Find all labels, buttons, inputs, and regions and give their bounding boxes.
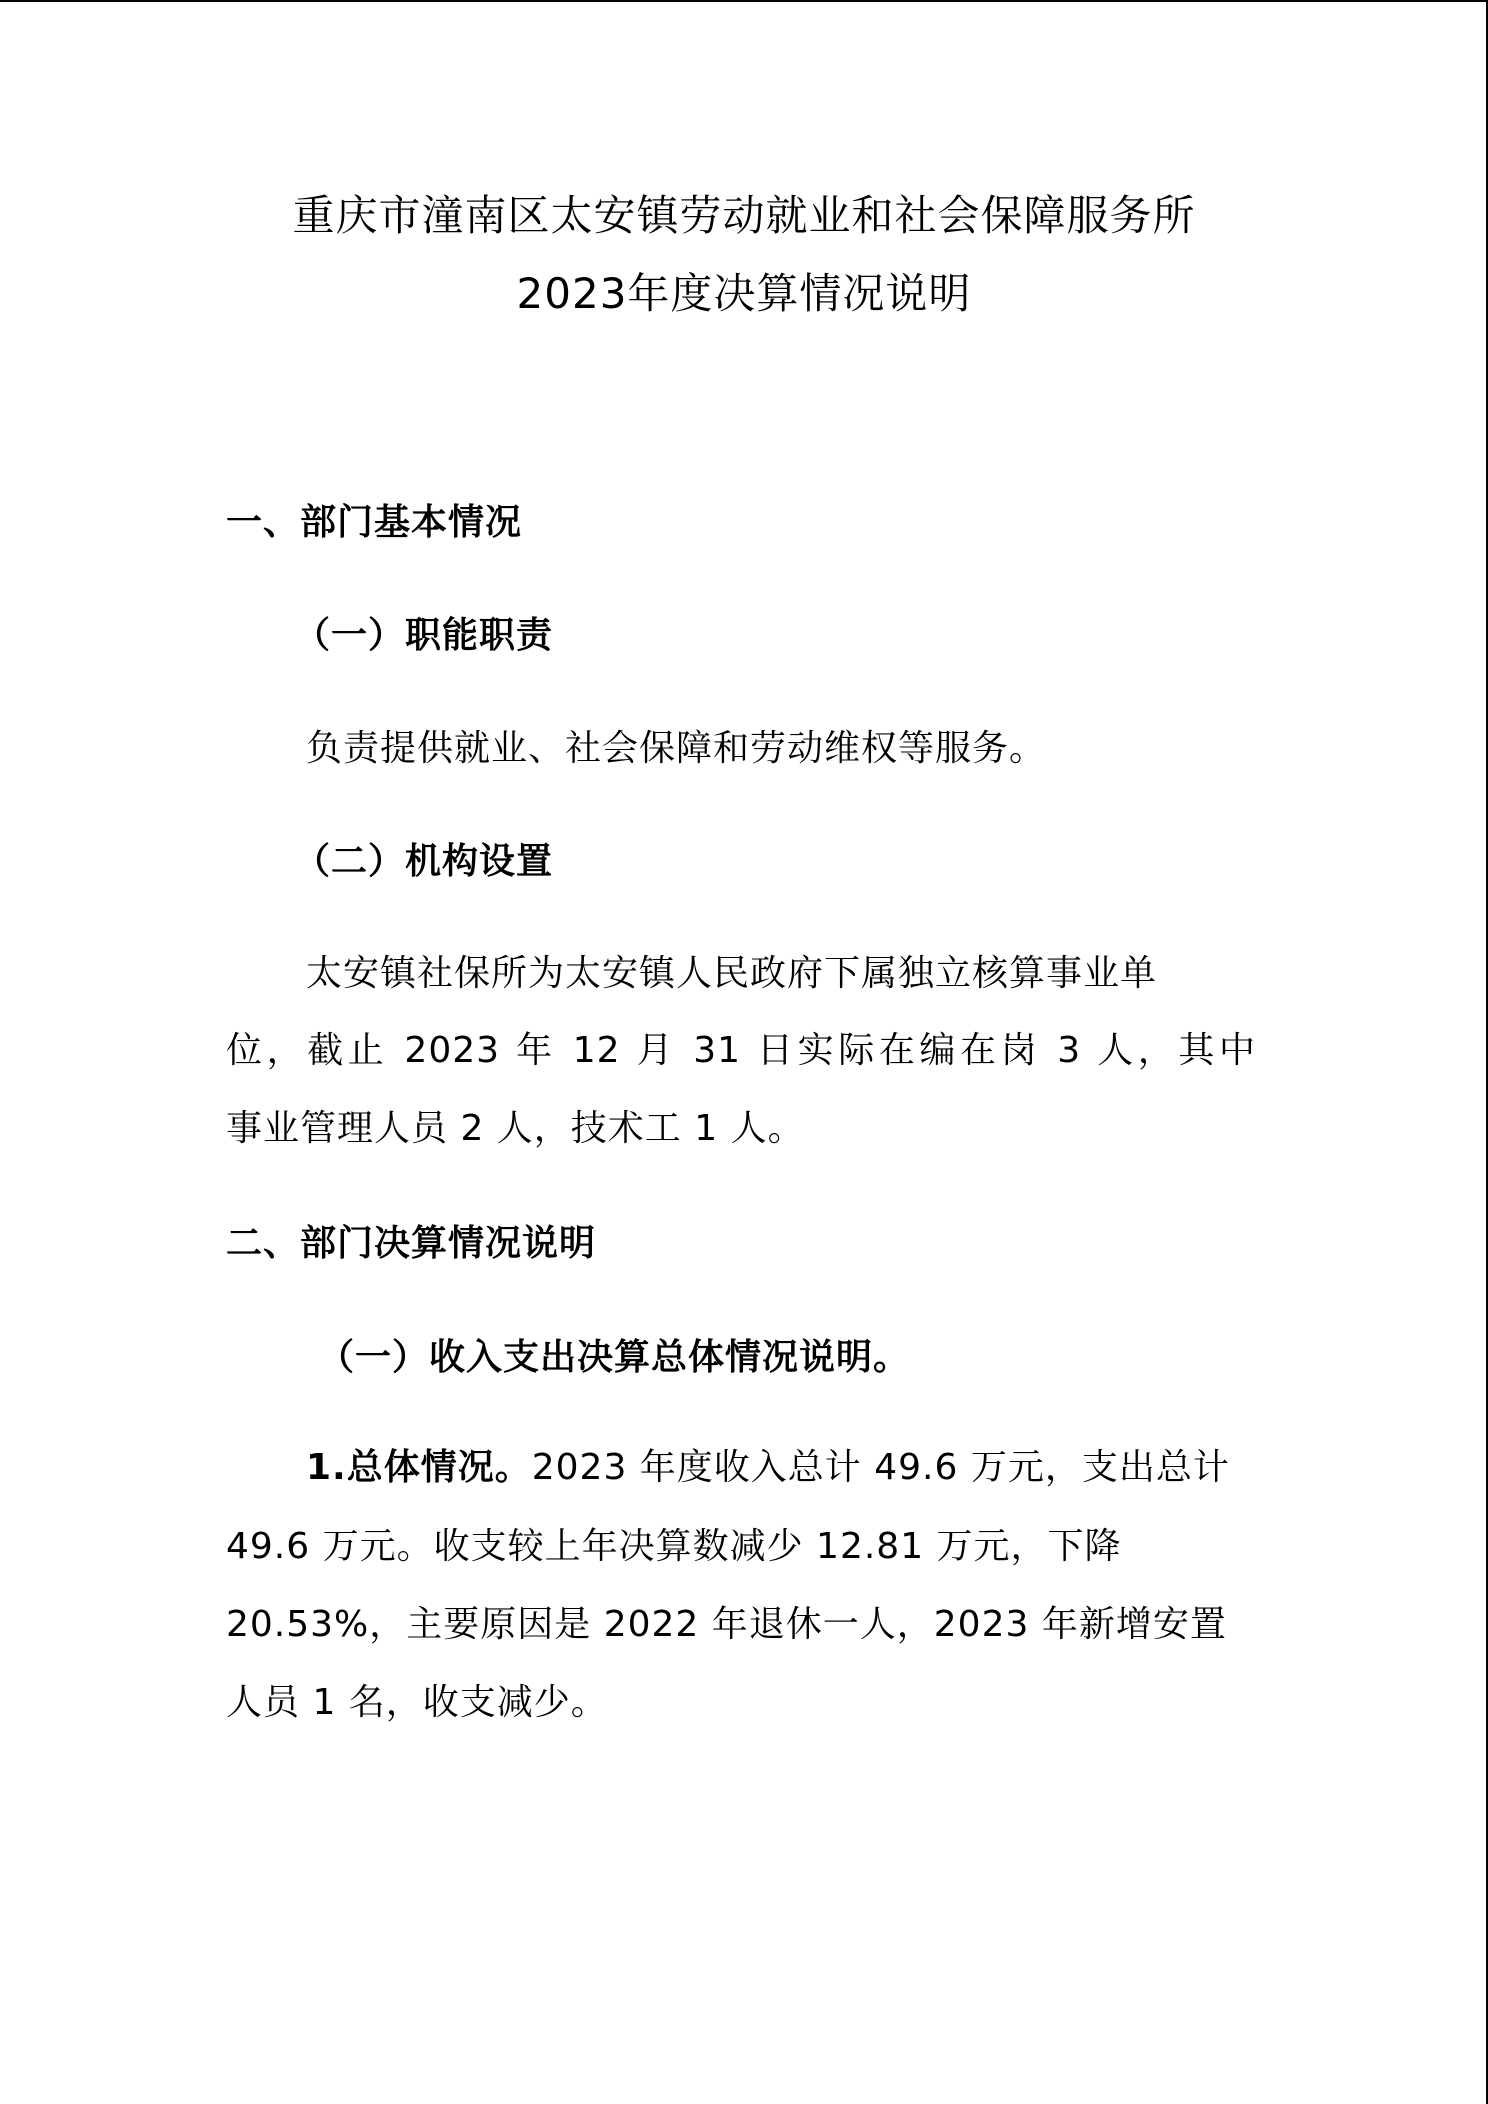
summary-paragraph-line: 20.53%，主要原因是 2022 年退休一人，2023 年新增安置 (226, 1604, 1227, 1645)
subsection-heading-duties: （一）职能职责 (294, 614, 554, 656)
subsection-heading-organization: （二）机构设置 (294, 840, 554, 882)
summary-paragraph-line (306, 1447, 1230, 1488)
organization-paragraph-line: 太安镇社保所为太安镇人民政府下属独立核算事业单 (306, 953, 1158, 994)
duties-paragraph: 负责提供就业、社会保障和劳动维权等服务。 (306, 728, 1047, 769)
document-title-line-1: 重庆市潼南区太安镇劳动就业和社会保障服务所 (292, 191, 1196, 240)
document-title-line-2: 2023年度决算情况说明 (516, 269, 972, 318)
summary-paragraph-line: 49.6 万元。收支较上年决算数减少 12.81 万元，下降 (226, 1526, 1122, 1567)
organization-paragraph-line: 事业管理人员 2 人，技术工 1 人。 (226, 1108, 805, 1149)
summary-text: 2023 年度收入总计 49.6 万元，支出总计 (531, 1447, 1230, 1488)
subsection-heading-income-expenditure: （一）收入支出决算总体情况说明。 (318, 1336, 911, 1378)
summary-paragraph-line: 人员 1 名，收支减少。 (226, 1682, 608, 1723)
section-heading-final-accounts: 二、部门决算情况说明 (226, 1222, 597, 1264)
page-border-top (0, 0, 1488, 2)
section-heading-basic-info: 一、部门基本情况 (226, 501, 523, 543)
summary-lead: 1.总体情况。 (306, 1447, 532, 1488)
organization-paragraph-line: 位，截止 2023 年 12 月 31 日实际在编在岗 3 人，其中 (226, 1030, 1256, 1071)
